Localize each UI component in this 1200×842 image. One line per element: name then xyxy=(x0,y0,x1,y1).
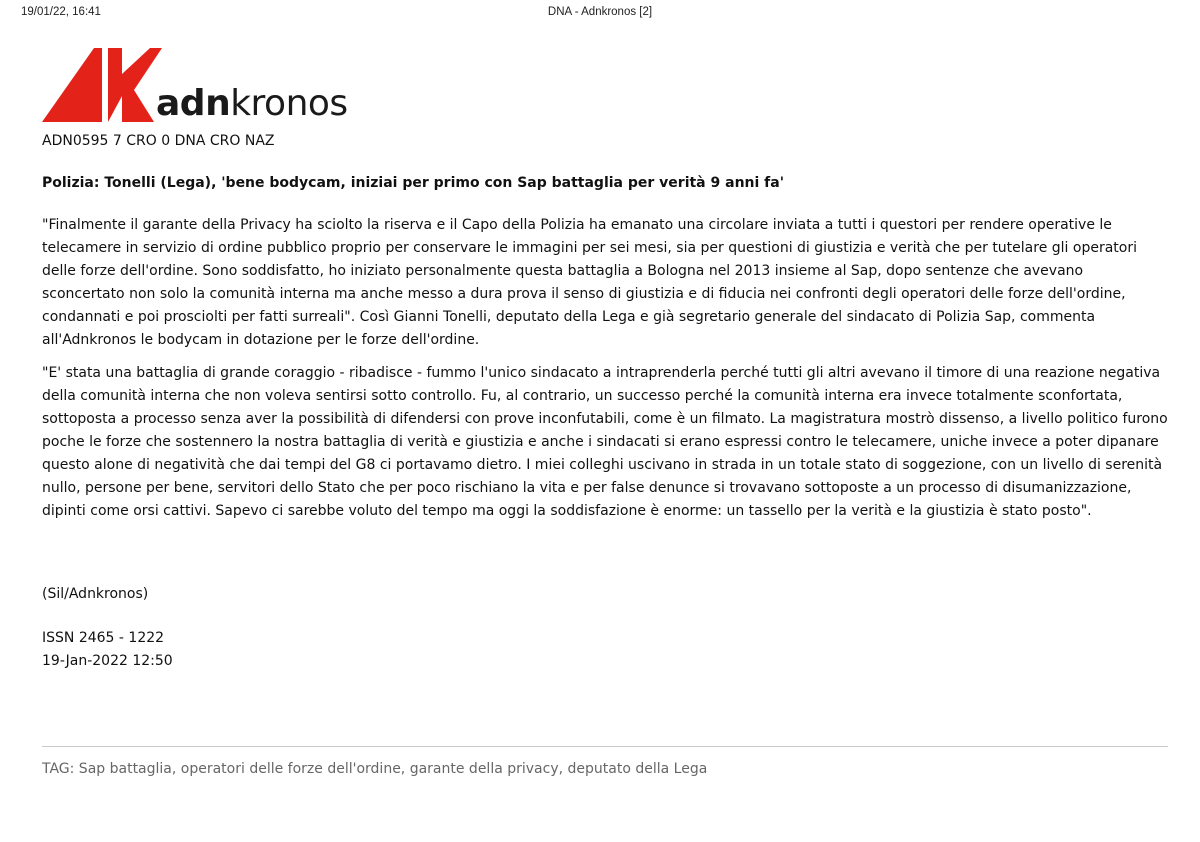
tags-divider xyxy=(42,746,1168,747)
agency-code: ADN0595 7 CRO 0 DNA CRO NAZ xyxy=(42,133,275,149)
print-header xyxy=(0,6,1200,22)
article-meta xyxy=(42,627,1168,673)
article-paragraph-2: "E' stata una battaglia di grande coraggio - ribadisce - fummo l'unico sindacato a intraprenderla perché tutti gli altri avevano il timore di una reazione negativa della comunità interna che non voleva sentirsi sotto controllo. Fu, al contrario, un successo perché la comunità interna era invece totalmente sconfortata, sottoposta a processo senza aver la possibilità di difendersi con prove inconfutabili, come è un filmato. La magistratura mostrò dissenso, a livello politico furono poche le forze che sostennero la nostra battaglia di verità e giustizia e anche i sindacati si erano espressi contro le telecamere, uniche invece a poter dipanare questo alone di negatività che dai tempi del G8 ci portavamo dietro. I miei colleghi uscivano in strada in un totale stato di soggezione, con un livello di serenità nullo, persone per bene, servitori dello Stato che per poco rischiano la vita e per false denunce si trovavano sottoposte a un processo di disumanizzazione, dipinti come orsi cattivi. Sapevo ci sarebbe voluto del tempo ma oggi la soddisfazione è enorme: un tassello per la verità e la giustizia è stato posto". xyxy=(42,365,1168,519)
article-paragraph-1: "Finalmente il garante della Privacy ha sciolto la riserva e il Capo della Polizia ha emanato una circolare inviata a tutti i questori per rendere operative le telecamere in servizio di ordine pubblico proprio per conservare le immagini per sei mesi, sia per questioni di giustizia e verità che per tutelare gli operatori delle forze dell'ordine. Sono soddisfatto, ho iniziato personalmente questa battaglia a Bologna nel 2013 insieme al Sap, dopo sentenze che avevano sconcertato non solo la comunità interna ma anche messo a dura prova il senso di giustizia e di fiducia nei confronti degli operatori delle forze dell'ordine, condannati e poi prosciolti per fatti surreali". Così Gianni Tonelli, deputato della Lega e già segretario generale del sindacato di Polizia Sap, commenta all'Adnkronos le bodycam in dotazione per le forze dell'ordine. xyxy=(42,217,1137,348)
article-body xyxy=(42,130,1168,673)
logo-wordmark-bold: adn xyxy=(156,83,231,124)
article-tags: TAG: Sap battaglia, operatori delle forze dell'ordine, garante della privacy, deputato della Lega xyxy=(42,761,708,777)
article-signature: (Sil/Adnkronos) xyxy=(42,586,149,602)
logo-wordmark-regular: kronos xyxy=(230,83,348,124)
logo-left-triangle xyxy=(42,48,102,122)
logo-right-block xyxy=(108,48,162,122)
article-headline: Polizia: Tonelli (Lega), 'bene bodycam, iniziai per primo con Sap battaglia per verità 9 anni fa' xyxy=(42,175,784,191)
logo-wordmark xyxy=(156,84,348,124)
print-page-title: DNA - Adnkronos [2] xyxy=(547,6,653,18)
adnkronos-k-mark-icon xyxy=(42,46,162,124)
adnkronos-logo xyxy=(42,46,352,124)
print-datetime: 19/01/22, 16:41 xyxy=(21,6,101,18)
issn-number: ISSN 2465 - 1222 xyxy=(42,630,165,646)
article-timestamp: 19-Jan-2022 12:50 xyxy=(42,653,173,669)
